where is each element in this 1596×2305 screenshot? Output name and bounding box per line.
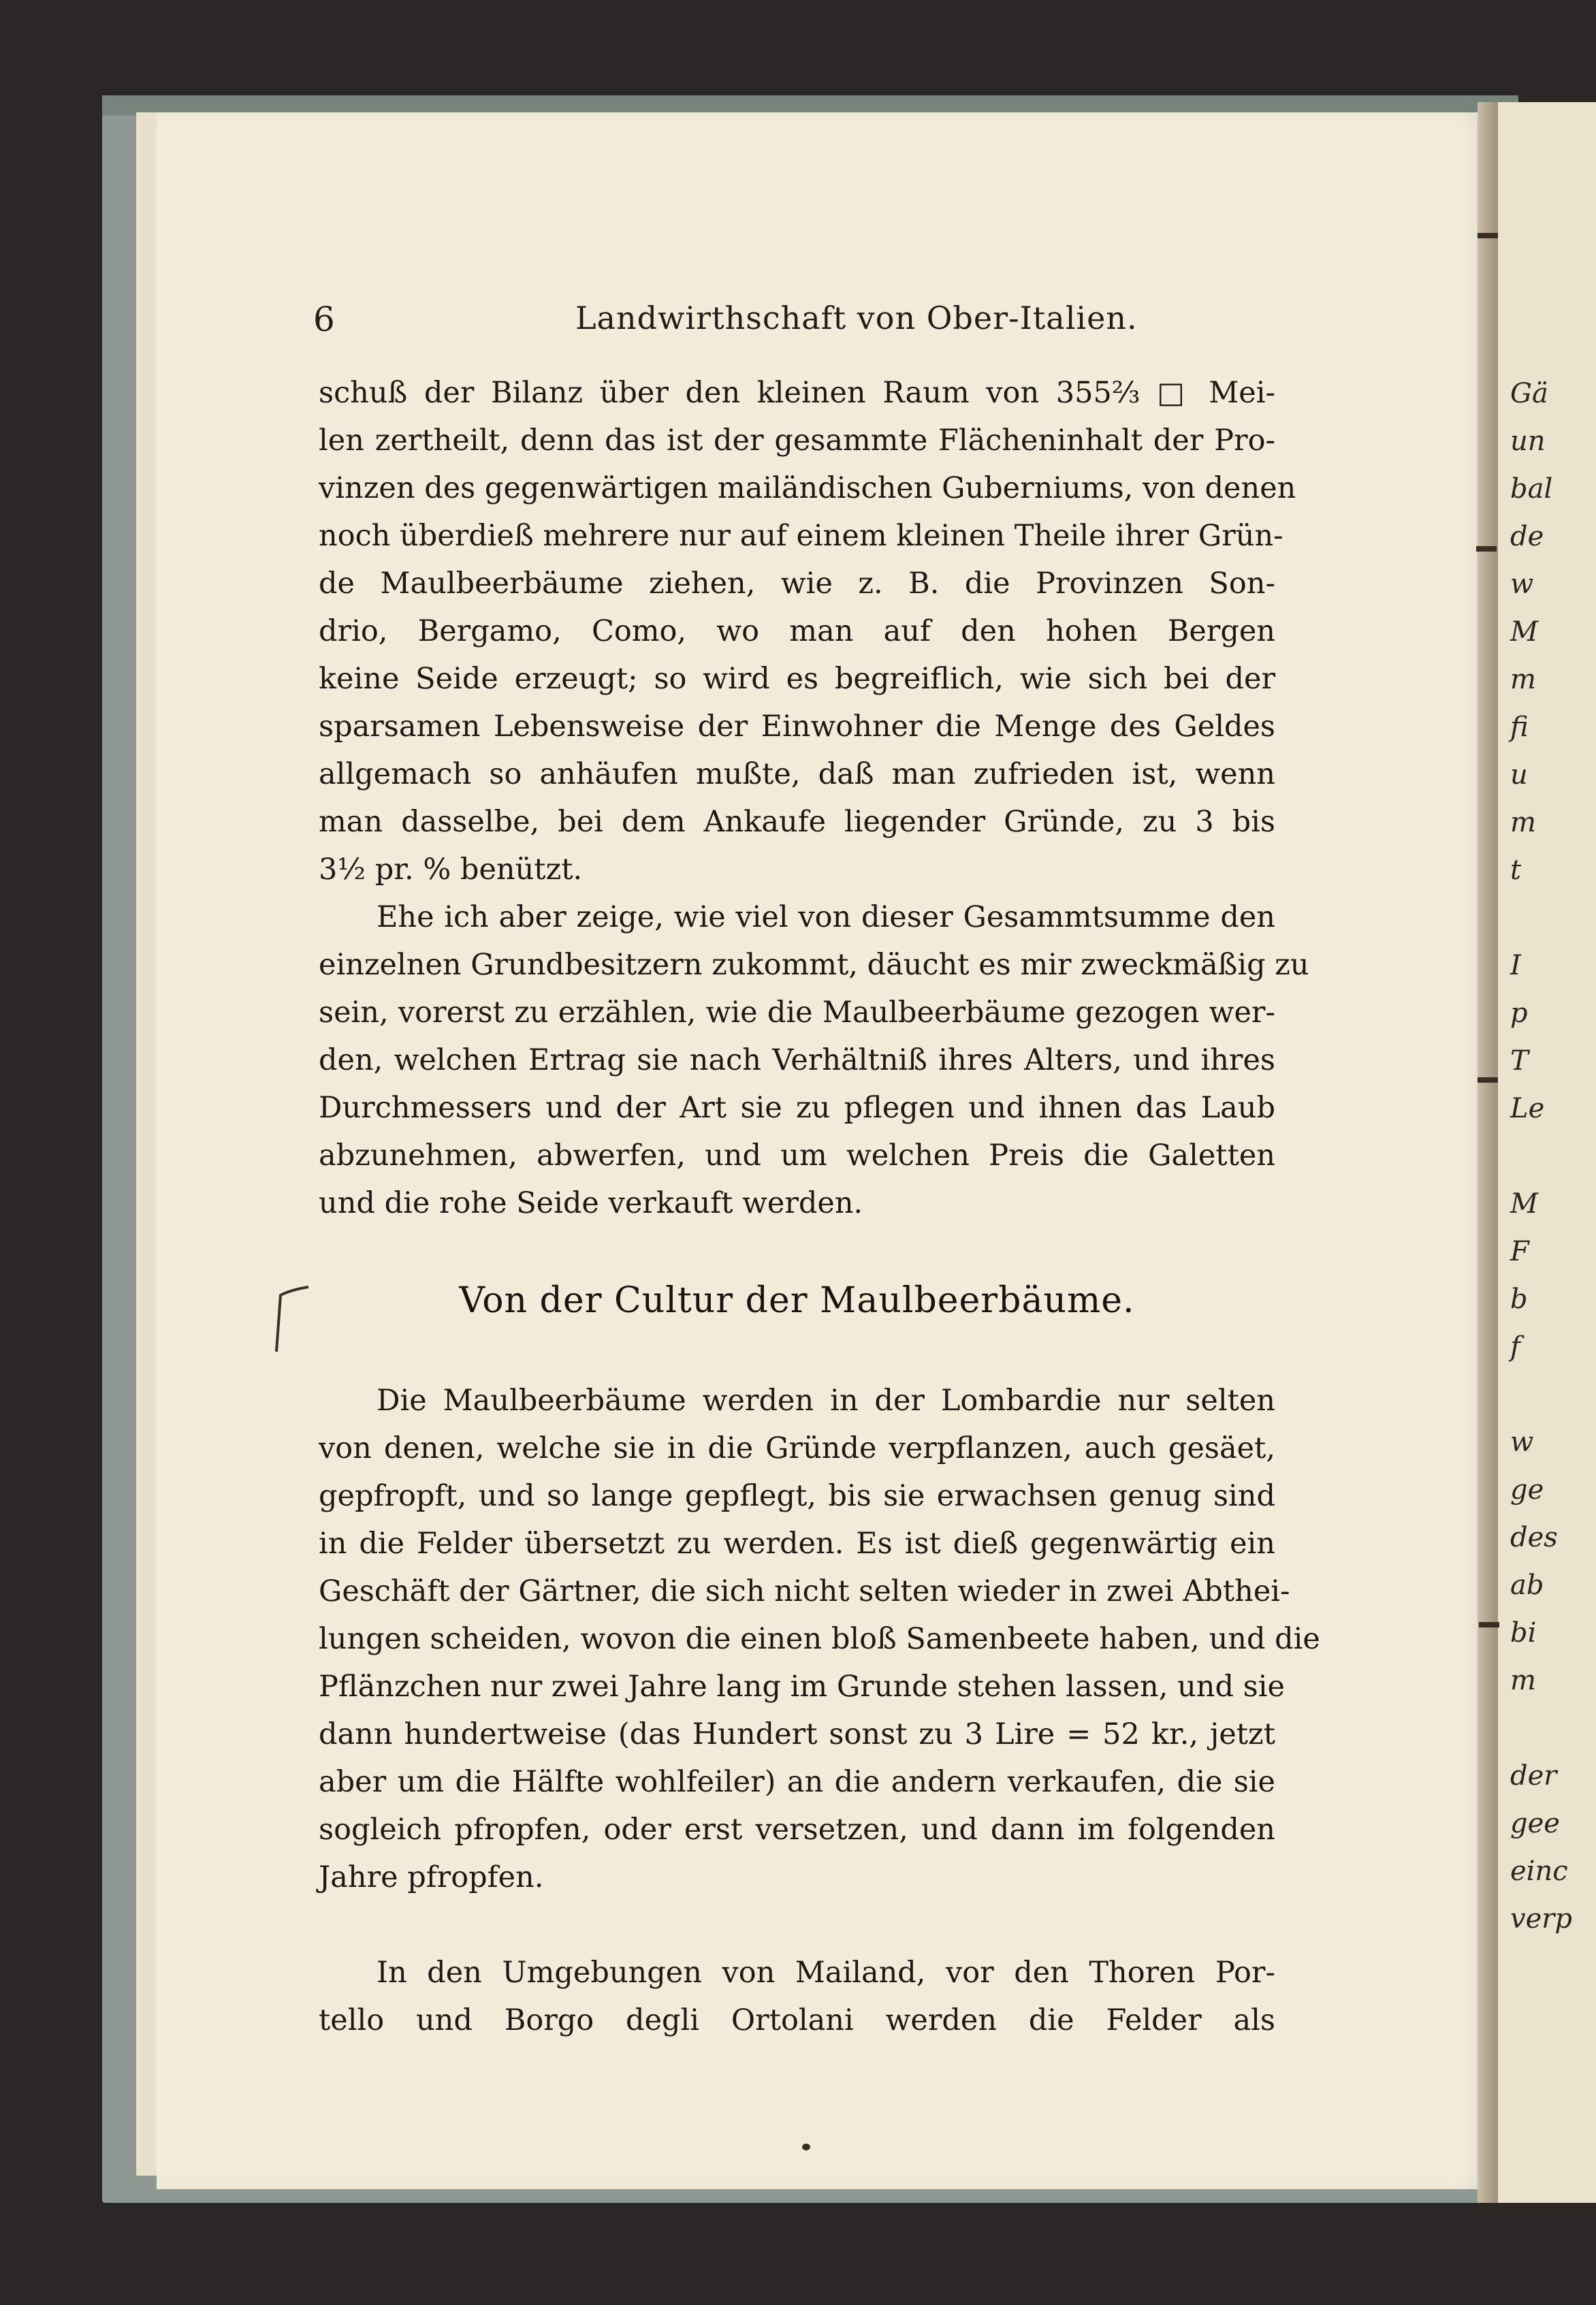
next-page-fragment: m xyxy=(1510,807,1536,838)
text-line: drio, Bergamo, Como, wo man auf den hohen Bergen xyxy=(319,614,1275,648)
text-line: lungen scheiden, wovon die einen bloß Samenbeete haben, und die xyxy=(319,1622,1320,1656)
binding-clip-middle xyxy=(1478,1077,1498,1083)
next-page-fragment: de xyxy=(1510,521,1544,552)
next-page-fragment: verp xyxy=(1510,1903,1572,1935)
next-page-fragment: un xyxy=(1510,426,1546,457)
text-line: aber um die Hälfte wohlfeiler) an die andern verkaufen, die sie xyxy=(319,1765,1275,1799)
text-line: Die Maulbeerbäume werden in der Lombardie nur selten xyxy=(377,1384,1275,1418)
text-line: in die Felder übersetzt zu werden. Es ist dieß gegenwärtig ein xyxy=(319,1527,1275,1561)
next-page-fragment: F xyxy=(1510,1236,1529,1267)
text-line: tello und Borgo degli Ortolani werden die Felder als xyxy=(319,2003,1275,2037)
next-page-fragment: T xyxy=(1510,1045,1529,1077)
next-page-fragment: I xyxy=(1510,950,1521,981)
binding-clip-upper xyxy=(1476,546,1497,552)
binding-clip-lower xyxy=(1479,1622,1499,1627)
text-line: de Maulbeerbäume ziehen, wie z. B. die Provinzen Son- xyxy=(319,567,1275,601)
text-line: Geschäft der Gärtner, die sich nicht selten wieder in zwei Abthei- xyxy=(319,1574,1290,1608)
next-page-fragment: M xyxy=(1510,1188,1538,1220)
next-page-fragment: ge xyxy=(1510,1474,1544,1506)
text-line: allgemach so anhäufen mußte, daß man zufrieden ist, wenn xyxy=(319,757,1275,791)
next-page-fragment: b xyxy=(1510,1284,1528,1315)
text-line: 3½ pr. % benützt. xyxy=(319,853,583,887)
page-stack-edge xyxy=(136,112,157,2176)
next-page-fragment: m xyxy=(1510,664,1536,695)
text-line: von denen, welche sie in die Gründe verpflanzen, auch gesäet, xyxy=(319,1431,1275,1465)
next-page-fragment: p xyxy=(1510,998,1528,1029)
section-heading: Von der Cultur der Maulbeerbäume. xyxy=(459,1280,1135,1321)
text-line: gepfropft, und so lange gepflegt, bis sie erwachsen genug sind xyxy=(319,1479,1275,1513)
next-page-fragment: t xyxy=(1510,855,1522,886)
next-page-fragment: bal xyxy=(1510,473,1553,505)
text-line: In den Umgebungen von Mailand, vor den Thoren Por- xyxy=(377,1956,1275,1990)
text-line: dann hundertweise (das Hundert sonst zu 3 Lire = 52 kr., jetzt xyxy=(319,1717,1275,1751)
text-line: sparsamen Lebensweise der Einwohner die Menge des Geldes xyxy=(319,710,1275,744)
text-line: Jahre pfropfen. xyxy=(319,1860,544,1894)
text-line: einzelnen Grundbesitzern zukommt, däucht es mir zweckmäßig zu xyxy=(319,948,1309,982)
text-line: schuß der Bilanz über den kleinen Raum von 355⅔ □ Mei- xyxy=(319,376,1275,410)
next-page-fragment: Le xyxy=(1510,1093,1545,1124)
running-title: Landwirthschaft von Ober-Italien. xyxy=(575,300,1138,336)
text-line: sogleich pfropfen, oder erst versetzen, und dann im folgenden xyxy=(319,1813,1275,1847)
next-page-fragment: gee xyxy=(1510,1808,1560,1839)
text-line: sein, vorerst zu erzählen, wie die Maulbeerbäume gezogen wer- xyxy=(319,996,1275,1030)
book-page-right-fragment xyxy=(1498,102,1596,2203)
next-page-fragment: w xyxy=(1510,569,1534,600)
text-line: len zertheilt, denn das ist der gesammte Flächeninhalt der Pro- xyxy=(319,424,1275,458)
binding-clip-top xyxy=(1478,233,1498,238)
next-page-fragment: m xyxy=(1510,1665,1536,1696)
next-page-fragment: einc xyxy=(1510,1856,1568,1887)
text-line: abzunehmen, abwerfen, und um welchen Preis die Galetten xyxy=(319,1139,1275,1173)
text-line: man dasselbe, bei dem Ankaufe liegender Gründe, zu 3 bis xyxy=(319,805,1275,839)
text-line: noch überdieß mehrere nur auf einem kleinen Theile ihrer Grün- xyxy=(319,519,1283,553)
next-page-fragment: des xyxy=(1510,1522,1558,1553)
next-page-fragment: Gä xyxy=(1510,378,1548,409)
text-line: keine Seide erzeugt; so wird es begreiflich, wie sich bei der xyxy=(319,662,1275,696)
next-page-fragment: f xyxy=(1510,1331,1520,1363)
ink-speck xyxy=(802,2144,810,2150)
next-page-fragment: M xyxy=(1510,616,1538,648)
text-line: den, welchen Ertrag sie nach Verhältniß ihres Alters, und ihres xyxy=(319,1043,1275,1077)
next-page-fragment: w xyxy=(1510,1427,1534,1458)
next-page-fragment: fi xyxy=(1510,712,1529,743)
text-line: Pflänzchen nur zwei Jahre lang im Grunde stehen lassen, und sie xyxy=(319,1670,1285,1704)
next-page-fragment: der xyxy=(1510,1760,1557,1792)
next-page-fragment: ab xyxy=(1510,1570,1544,1601)
next-page-fragment: u xyxy=(1510,759,1528,791)
text-line: Durchmessers und der Art sie zu pflegen und ihnen das Laub xyxy=(319,1091,1275,1125)
book-gutter xyxy=(1478,102,1498,2203)
margin-bracket-mark xyxy=(271,1280,312,1355)
next-page-fragment: bi xyxy=(1510,1617,1537,1649)
text-line: vinzen des gegenwärtigen mailändischen Guberniums, von denen xyxy=(319,471,1296,505)
page-number: 6 xyxy=(313,300,335,339)
text-line: Ehe ich aber zeige, wie viel von dieser Gesammtsumme den xyxy=(377,900,1275,934)
running-head xyxy=(313,300,1280,340)
text-line: und die rohe Seide verkauft werden. xyxy=(319,1186,863,1220)
